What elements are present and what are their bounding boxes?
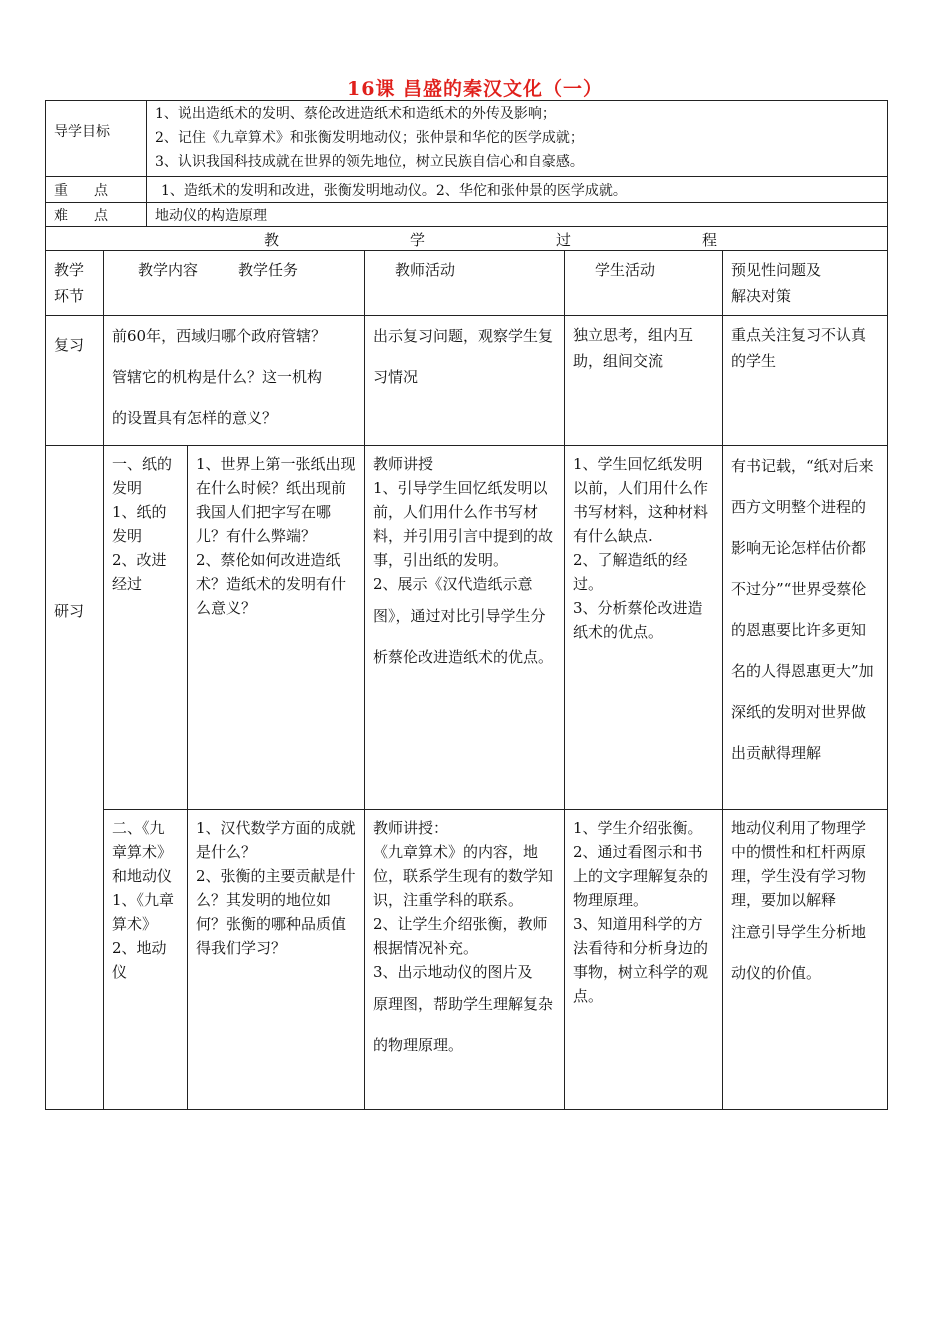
paper-problem: 有书记载，“纸对后来西方文明整个进程的影响无论怎样估价都不过分”“世界受蔡伦的恩惠要比许多更知名的人得恩惠更大”加深纸的发明对世界做出贡献得理解 — [723, 446, 888, 810]
header-teacher: 教师活动 — [365, 251, 565, 316]
page-title: 16课 昌盛的秦汉文化（一） — [346, 78, 604, 100]
study-stage: 研习 — [46, 446, 104, 1110]
header-content: 教学内容 — [138, 261, 199, 279]
header-task: 教学任务 — [238, 261, 299, 279]
goal-list — [147, 101, 888, 177]
difficulty-label: 难 点 — [46, 203, 147, 227]
review-content: 前60年，西域归哪个政府管辖？ 管辖它的机构是什么？这一机构 的设置具有怎样的意义？ — [104, 316, 365, 446]
paper-student: 1、学生回忆纸发明以前，人们用什么作书写材料，这种材料有什么缺点. 2、了解造纸的经过。 3、分析蔡伦改进造纸术的优点。 — [565, 446, 723, 810]
header-content-task — [104, 251, 365, 316]
header-student: 学生活动 — [565, 251, 723, 316]
goal-item: 1、说出造纸术的发明、蔡伦改进造纸术和造纸术的外传及影响； — [155, 106, 556, 122]
goal-item: 2、记住《九章算术》和张衡发明地动仪；张仲景和华佗的医学成就； — [155, 130, 584, 146]
header-stage: 教学环节 — [46, 251, 104, 316]
review-problem: 重点关注复习不认真的学生 — [723, 316, 888, 446]
math-teacher: 教师讲授： 《九章算术》的内容，地位，联系学生现有的数学知识，注重学科的联系。 2、让学生介绍张衡，教师根据情况补充。 3、出示地动仪的图片及 原理图，帮助学生理解复杂的物理原理。 — [365, 810, 565, 1110]
objectives-table — [45, 100, 888, 227]
math-task: 1、汉代数学方面的成就是什么？ 2、张衡的主要贡献是什么？其发明的地位如何？张衡的哪种品质值得我们学习？ — [188, 810, 365, 1110]
paper-content: 一、纸的发明 1、纸的发明 2、改进经过 — [104, 446, 188, 810]
math-problem: 地动仪利用了物理学中的惯性和杠杆两原理，学生没有学习物理，要加以解释 注意引导学生分析地动仪的价值。 — [723, 810, 888, 1110]
goal-item: 3、认识我国科技成就在世界的领先地位，树立民族自信心和自豪感。 — [155, 154, 584, 170]
process-header: 教 学 过 程 — [46, 227, 888, 251]
review-teacher: 出示复习问题，观察学生复习情况 — [365, 316, 565, 446]
lesson-process-table — [45, 226, 888, 1110]
paper-teacher: 教师讲授 1、引导学生回忆纸发明以前，人们用什么作书写材料，并引用引言中提到的故事，引出纸的发明。 2、展示《汉代造纸示意 图》，通过对比引导学生分析蔡伦改进造纸术的优点。 — [365, 446, 565, 810]
difficulty-text: 地动仪的构造原理 — [147, 203, 888, 227]
key-label: 重 点 — [46, 177, 147, 203]
key-points: 1、造纸术的发明和改进，张衡发明地动仪。2、华佗和张仲景的医学成就。 — [147, 177, 888, 203]
goal-label: 导学目标 — [46, 101, 147, 177]
header-problem: 预见性问题及 解决对策 — [723, 251, 888, 316]
paper-task: 1、世界上第一张纸出现在什么时候？纸出现前我国人们把字写在哪儿？有什么弊端？ 2、蔡伦如何改进造纸术？造纸术的发明有什么意义？ — [188, 446, 365, 810]
math-student: 1、学生介绍张衡。 2、通过看图示和书上的文字理解复杂的物理原理。 3、知道用科学的方法看待和分析身边的事物，树立科学的观点。 — [565, 810, 723, 1110]
review-stage: 复习 — [46, 316, 104, 446]
math-content: 二、《九章算术》和地动仪 1、《九章算术》 2、地动仪 — [104, 810, 188, 1110]
review-student: 独立思考，组内互助，组间交流 — [565, 316, 723, 446]
